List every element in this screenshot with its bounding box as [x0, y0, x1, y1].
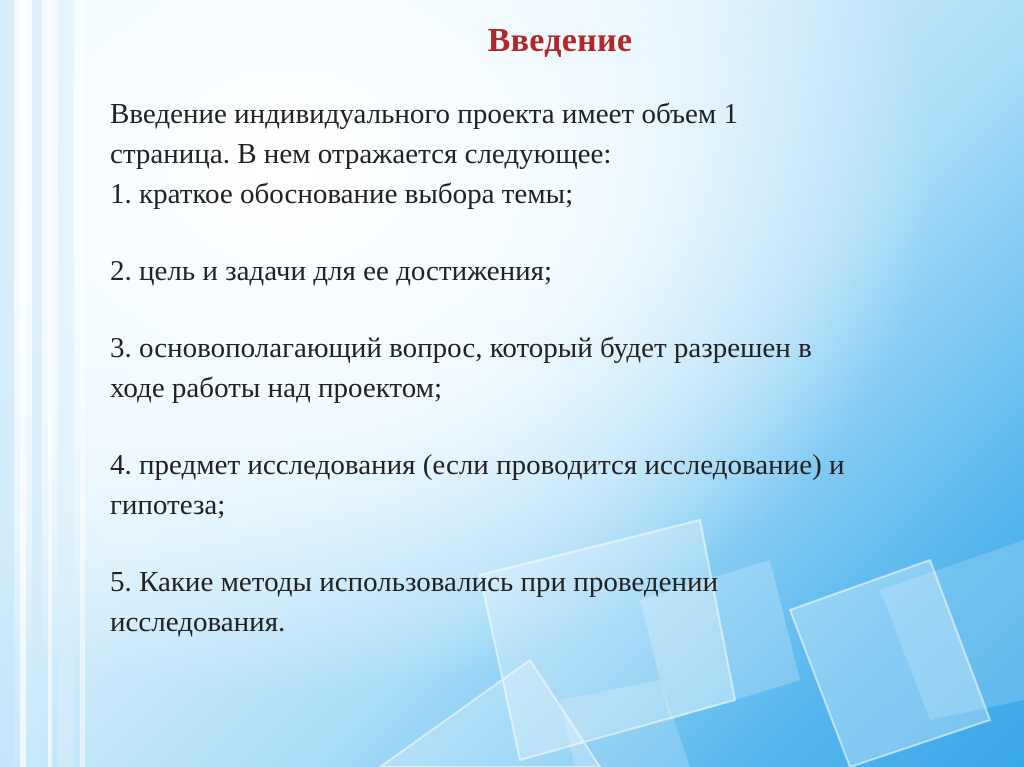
list-item-5-continued: исследования.: [110, 606, 286, 638]
intro-line: Введение индивидуального проекта имеет объем 1: [110, 98, 738, 130]
slide-body: [110, 94, 980, 642]
spacer: [110, 291, 980, 328]
list-item-2: 2. цель и задачи для ее достижения;: [110, 255, 553, 287]
left-stripes: [0, 0, 85, 767]
list-item-1: 1. краткое обоснование выбора темы;: [110, 178, 574, 210]
spacer: [110, 408, 980, 445]
list-item-4: 4. предмет исследования (если проводится исследование) и: [110, 449, 845, 481]
list-item-3: 3. основополагающий вопрос, который будет разрешен в: [110, 332, 812, 364]
list-item-3-continued: ходе работы над проектом;: [110, 372, 443, 404]
slide-title: Введение: [487, 22, 633, 59]
list-item-4-continued: гипотеза;: [110, 489, 226, 521]
list-item-5: 5. Какие методы использовались при проведении: [110, 566, 719, 598]
spacer: [110, 525, 980, 562]
intro-line: страница. В нем отражается следующее:: [110, 138, 612, 170]
spacer: [110, 214, 980, 251]
